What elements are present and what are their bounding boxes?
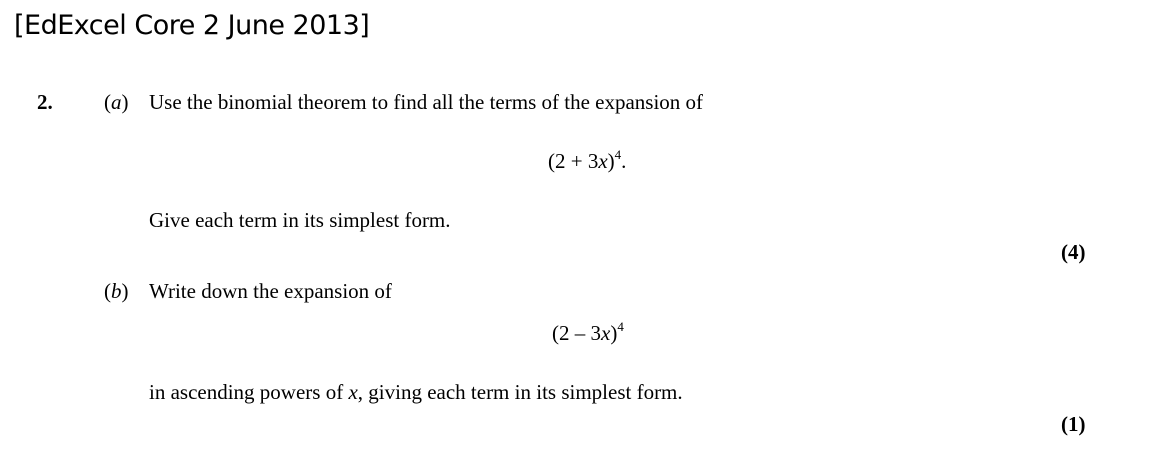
part-a-expression-var: x (598, 149, 608, 173)
part-b-marks: (1) (1061, 412, 1086, 436)
part-b-label-close: ) (121, 279, 129, 303)
part-b-label-letter: b (111, 279, 122, 303)
part-a-marks: (4) (1061, 240, 1086, 264)
part-b-expression-open: (2 – 3 (552, 321, 601, 345)
part-b-follow-up-before: in ascending powers of (149, 380, 349, 404)
part-a-expression (548, 149, 626, 174)
part-b-expression (552, 321, 624, 346)
part-a-label-open: ( (104, 90, 111, 114)
page-title: [EdExcel Core 2 June 2013] (14, 10, 370, 41)
part-b-follow-up-var: x (348, 380, 358, 404)
part-b-expression-power: 4 (617, 319, 624, 334)
part-a-instruction: Use the binomial theorem to find all the terms of the expansion of (149, 90, 704, 114)
part-b-follow-up-after: , giving each term in its simplest form. (357, 380, 683, 404)
part-b-expression-var: x (601, 321, 611, 345)
part-a-follow-up: Give each term in its simplest form. (149, 208, 451, 232)
part-a-expression-power: 4 (614, 147, 622, 162)
part-a-expression-trailing: . (621, 149, 627, 173)
part-a-label-letter: a (111, 90, 122, 114)
question-number: 2. (37, 90, 53, 114)
part-b-instruction: Write down the expansion of (149, 279, 392, 303)
part-b-label (104, 279, 129, 304)
part-b-expression-close: ) (610, 321, 618, 345)
part-a-label-close: ) (121, 90, 129, 114)
part-b-follow-up (149, 380, 683, 405)
part-a-label (104, 90, 129, 115)
part-a-expression-close: ) (607, 149, 615, 173)
part-b-label-open: ( (104, 279, 111, 303)
part-a-expression-open: (2 + 3 (548, 149, 599, 173)
